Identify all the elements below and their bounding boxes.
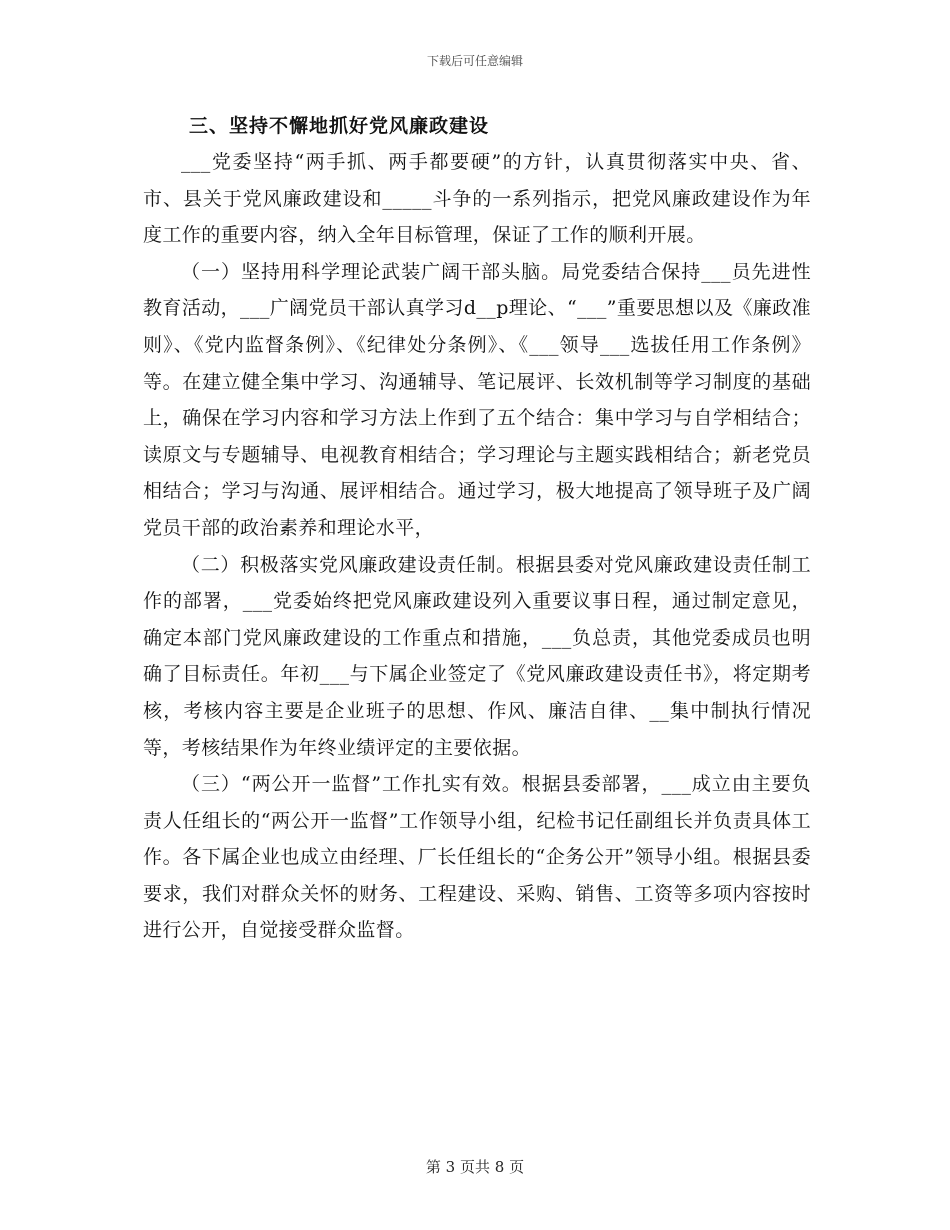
document-body [143, 108, 811, 949]
header-note: 下载后可任意编辑 [426, 54, 523, 68]
paragraph-item-3: （三）“两公开一监督”工作扎实有效。根据县委部署，___成立由主要负责人任组长的“两公开一监督”工作领导小组，纪检书记任副组长并负责具体工作。各下属企业也成立由经理、厂长任组长的“企务公开”领导小组。根据县委要求，我们对群众关怀的财务、工程建设、采购、销售、工资等多项内容按时进行公开，自觉接受群众监督。 [143, 773, 811, 942]
paragraph-intro: ___党委坚持“两手抓、两手都要硬”的方针，认真贯彻落实中央、省、市、县关于党风廉政建设和_____斗争的一系列指示，把党风廉政建设作为年度工作的重要内容，纳入全年目标管理，保证了工作的顺利开展。 [143, 151, 811, 247]
page-footer: 第 3 页共 8 页 [425, 1158, 525, 1176]
paragraph-item-1: （一）坚持用科学理论武装广阔干部头脑。局党委结合保持___员先进性教育活动，___广阔党员干部认真学习d__p理论、“___”重要思想以及《廉政准则》、《党内监督条例》、《纪律处分条例》、《___领导___选拔任用工作条例》等。在建立健全集中学习、沟通辅导、笔记展评、长效机制等学习制度的基础上，确保在学习内容和学习方法上作到了五个结合：集中学习与自学相结合；读原文与专题辅导、电视教育相结合；学习理论与主题实践相结合；新老党员相结合；学习与沟通、展评相结合。通过学习，极大地提高了领导班子及广阔党员干部的政治素养和理论水平， [143, 260, 811, 539]
section-title: 三、坚持不懈地抓好党风廉政建设 [189, 115, 490, 137]
paragraph-item-2: （二）积极落实党风廉政建设责任制。根据县委对党风廉政建设责任制工作的部署，___党委始终把党风廉政建设列入重要议事日程，通过制定意见，确定本部门党风廉政建设的工作重点和措施，___负总责，其他党委成员也明确了目标责任。年初___与下属企业签定了《党风廉政建设责任书》，将定期考核，考核内容主要是企业班子的思想、作风、廉洁自律、__集中制执行情况等，考核结果作为年终业绩评定的主要依据。 [143, 553, 811, 759]
